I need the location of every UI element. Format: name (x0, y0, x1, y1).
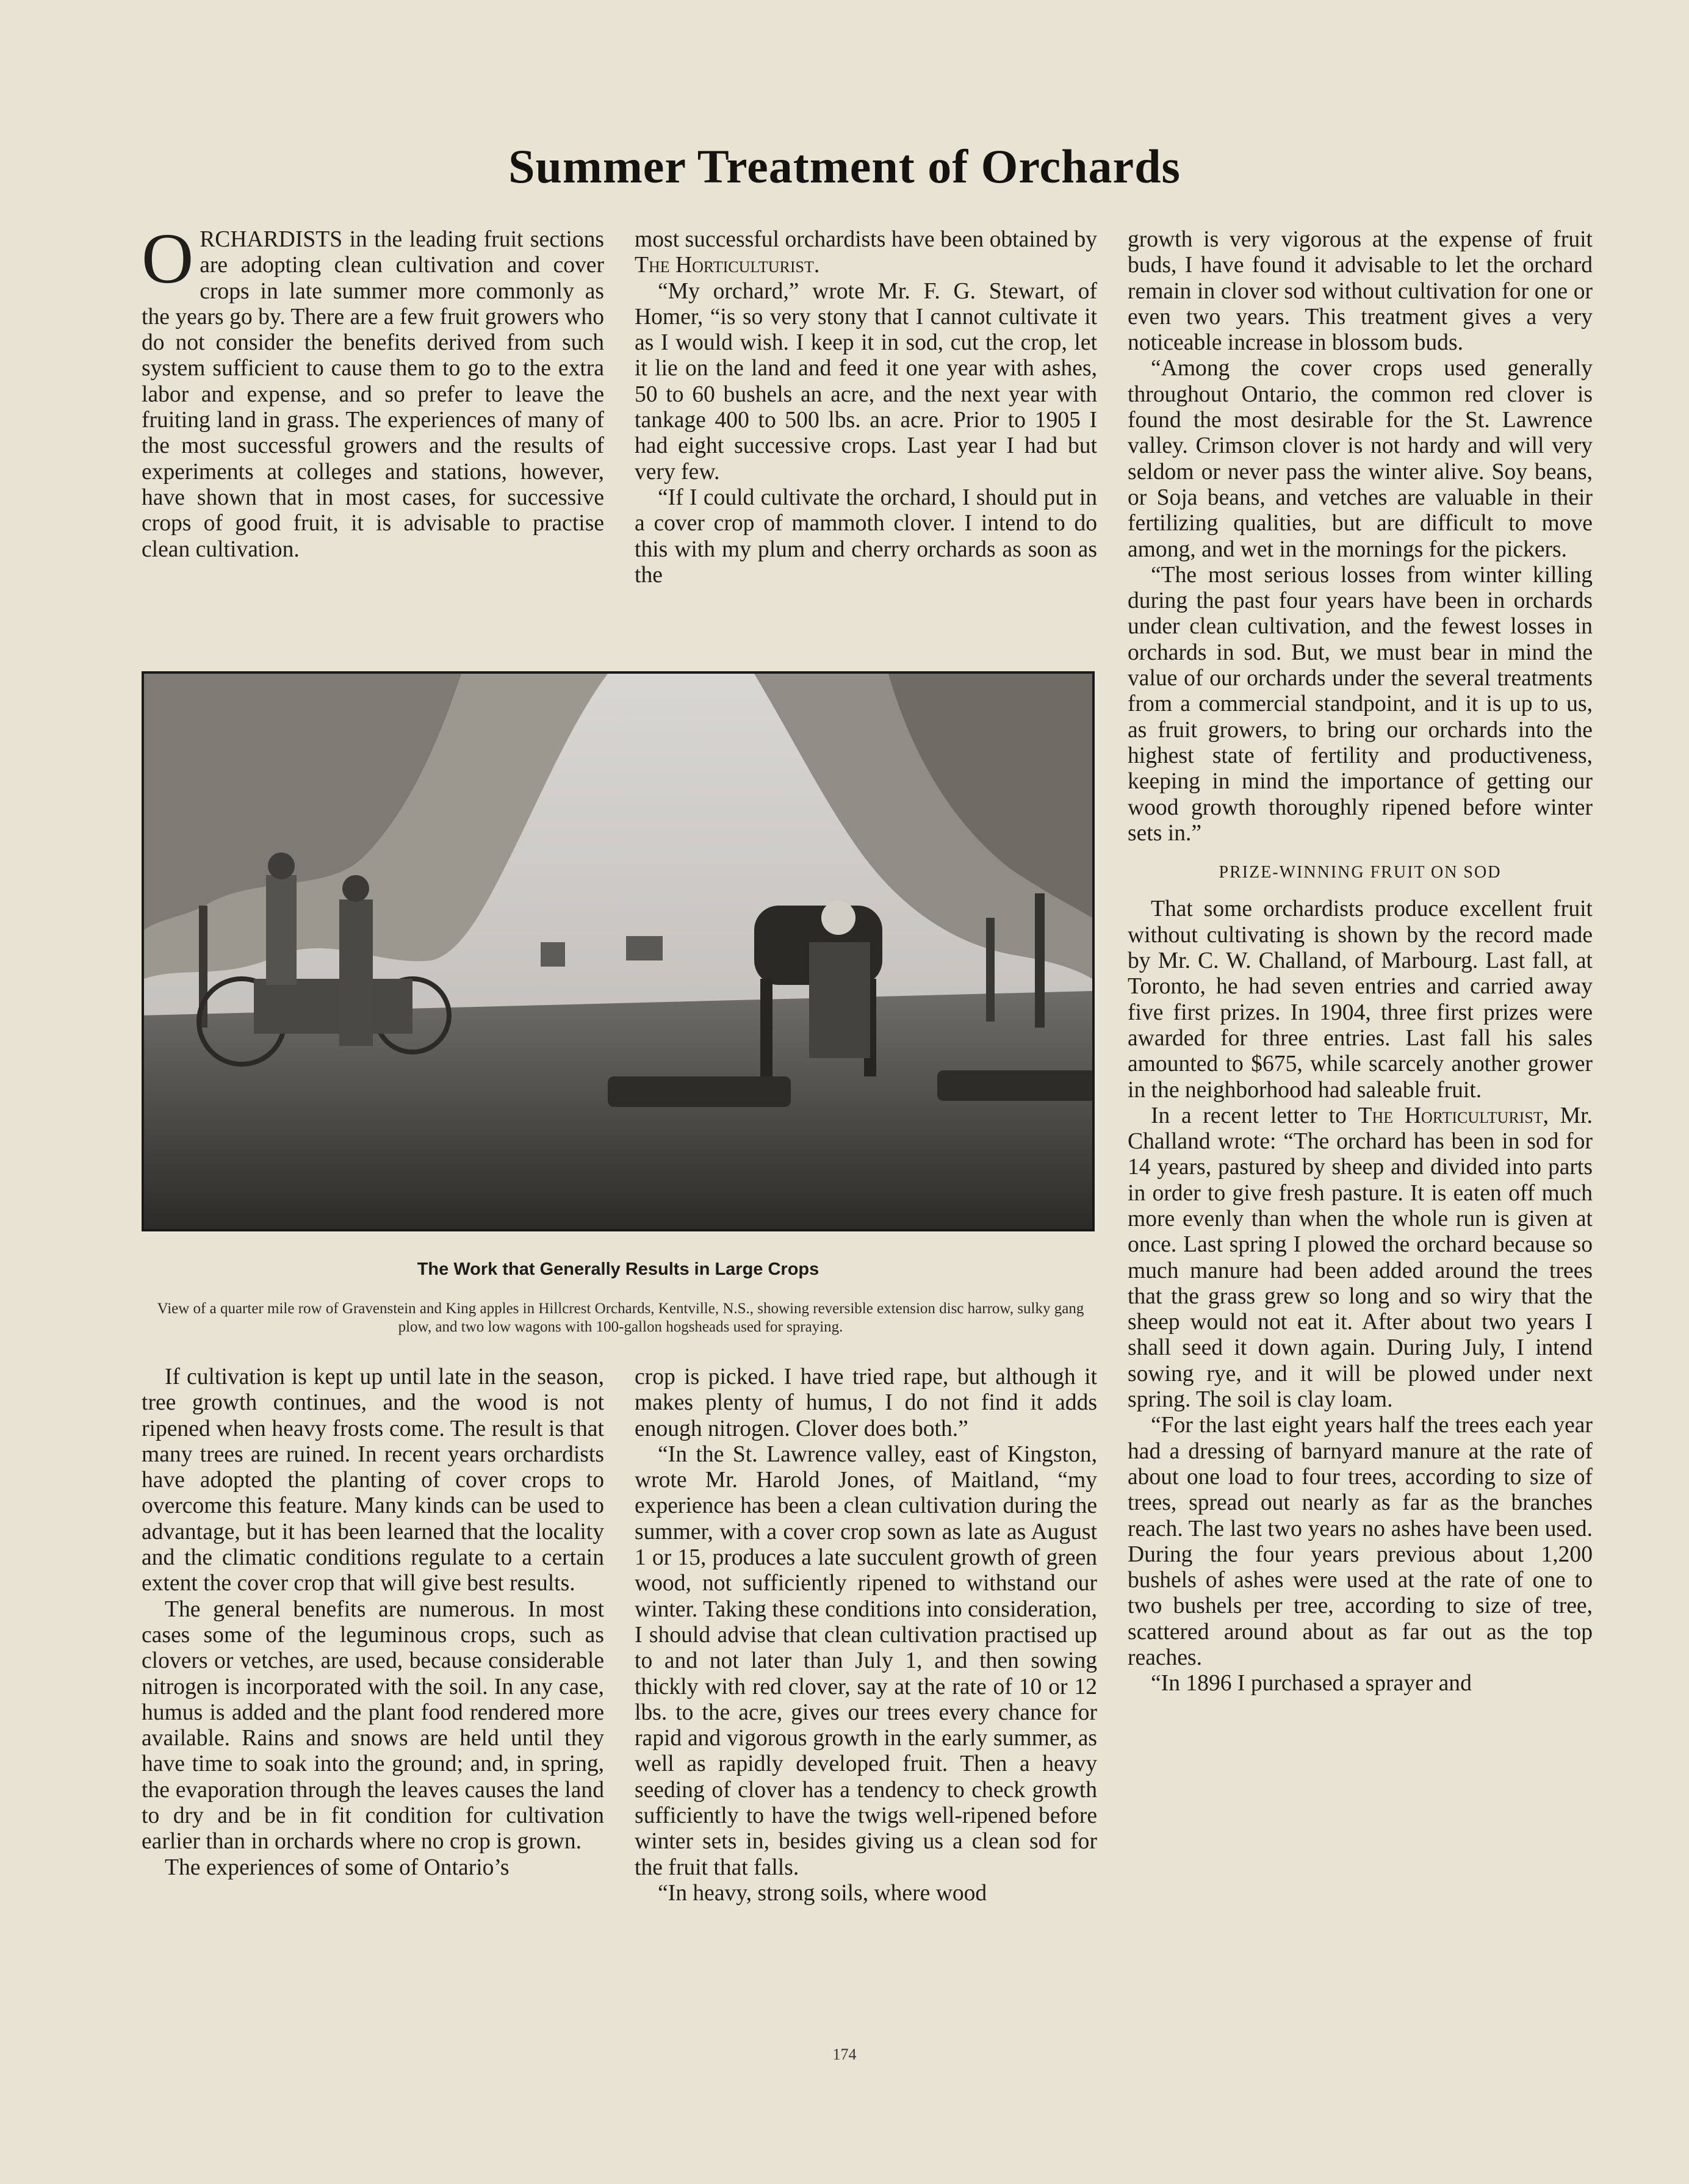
column-3 (1128, 227, 1593, 1697)
paragraph-text: RCHARDISTS in the leading fruit sections are adopting clean cultivation and cover crops in late summer more commonly as the years go by. There are a few fruit growers who do not consider the benefits derived from such system sufficient to cause them to go to the extra labor and expense, and so prefer to leave the fruiting land in grass. The experiences of many of the most successful growers and the results of experiments at colleges and stations, however, have shown that in most cases, for successive crops of good fruit, it is advisable to practise clean cultivation. (142, 227, 604, 562)
publication-name: The Horticulturist. (635, 253, 820, 278)
paragraph-text: , Mr. Challand wrote: “The orchard has been in sod for 14 years, pastured by sheep and divided into parts in order to give fresh pasture. It is eaten off much more evenly than when the whole run is given at once. Last spring I plowed the orchard because so much manure had been added around the trees that the grass grew so long and so wiry that the sheep would not eat it. After about two years I shall seed it down again. During July, I intend sowing rye, and it will be plowed under next spring. The soil is clay loam. (1128, 1103, 1593, 1413)
paragraph: “My orchard,” wrote Mr. F. G. Stewart, of Homer, “is so very stony that I cannot cultivate it as I would wish. I keep it in sod, cut the crop, let it lie on the land and feed it one year with ashes, 50 to 60 bushels an acre, and the next year with tankage 400 to 500 lbs. an acre. Prior to 1905 I had eight successive crops. Last year I had but very few. (635, 278, 1097, 485)
paragraph (635, 227, 1097, 279)
paragraph (1128, 1103, 1593, 1413)
paragraph: The experiences of some of Ontario’s (165, 1854, 510, 1880)
figure-caption-title: The Work that Generally Results in Large Crops (417, 1260, 819, 1279)
paragraph: “In the St. Lawrence valley, east of Kingston, wrote Mr. Harold Jones, of Maitland, “my experience has been a clean cultivation during the summer, with a cover crop sown as late as August 1 or 15, produces a late succulent growth of green wood, not sufficiently ripened to withstand our winter. Taking these conditions into consideration, I should advise that clean cultivation practised up to and not later than July 1, and then sowing thickly with red clover, say at the rate of 10 or 12 lbs. to the acre, gives our trees every chance for rapid and vigorous growth in the early summer, as well as rapidly developed fruit. Then a heavy seeding of clover has a tendency to check growth sufficiently to have the twigs well-ripened before winter sets in, besides giving us a clean sod for the fruit that falls. (635, 1441, 1097, 1880)
orchard-photograph (142, 671, 1095, 1231)
paragraph: “In 1896 I purchased a sprayer and (1151, 1671, 1472, 1696)
paragraph: crop is picked. I have tried rape, but although it makes plenty of humus, I do not find it adds enough nitrogen. Clover does both.” (635, 1364, 1097, 1441)
photo-illustration (144, 674, 1092, 1229)
article-title: Summer Treatment of Orchards (508, 140, 1181, 193)
paragraph: “In heavy, strong soils, where wood (658, 1880, 987, 1906)
drop-cap: O (142, 218, 194, 298)
column-1-top (142, 218, 604, 563)
column-1-bottom (142, 1364, 604, 1881)
paragraph: If cultivation is kept up until late in the season, tree growth continues, and the wood is not ripened when heavy frosts come. The result is that many trees are ruined. In recent years orchardists have adopted the planting of cover crops to overcome this feature. Many kinds can be used to advantage, but it has been learned that the locality and the climatic conditions regulate to a certain extent the cover crop that will give best results. (142, 1364, 604, 1596)
column-2-top (635, 227, 1097, 588)
paragraph-text: most successful orchardists have been obtained by (635, 227, 1097, 252)
page-number: 174 (832, 2045, 857, 2063)
paragraph: “Among the cover crops used generally throughout Ontario, the common red clover is found the most desirable for the St. Lawrence valley. Crimson clover is not hardy and will very seldom or never pass the winter alive. Soy beans, or Soja beans, and vetches are valuable in their fertilizing qualities, but are difficult to move among, and wet in the mornings for the pickers. (1128, 356, 1593, 562)
figure-caption-text: View of a quarter mile row of Gravenstein and King apples in Hillcrest Orchards, Kentville, N.S., showing reversible extension disc harrow, sulky gang plow, and two low wagons with 100-gallon hogsheads used for spraying. (157, 1300, 1084, 1335)
publication-name: The Horticulturist (1358, 1103, 1543, 1128)
paragraph-text: In a recent letter to (1151, 1103, 1358, 1128)
paragraph: That some orchardists produce excellent fruit without cultivating is shown by the record made by Mr. C. W. Challand, of Marbourg. Last fall, at Toronto, he had seven entries and carried away five first prizes. In 1904, three first prizes were awarded for three entries. Last fall his sales amounted to $675, while scarcely another grower in the neighborhood had saleable fruit. (1128, 896, 1593, 1103)
column-2-bottom (635, 1364, 1097, 1906)
paragraph: growth is very vigorous at the expense of fruit buds, I have found it advisable to let the orchard remain in clover sod without cultivation for one or even two years. This treatment gives a very noticeable increase in blossom buds. (1128, 227, 1593, 356)
paragraph: “For the last eight years half the trees each year had a dressing of barnyard manure at the rate of about one load to four trees, according to size of trees, spread out nearly as far as the branches reach. The last two years no ashes have been used. During the four years previous about 1,200 bushels of ashes were used at the rate of one to two bushels per tree, according to size of tree, scattered around about as far out as the top reaches. (1128, 1413, 1593, 1671)
section-subhead: PRIZE-WINNING FRUIT ON SOD (1219, 863, 1502, 882)
paragraph: “If I could cultivate the orchard, I should put in a cover crop of mammoth clover. I intend to do this with my plum and cherry orchards as soon as the (635, 485, 1097, 588)
paragraph: “The most serious losses from winter killing during the past four years have been in orchards under clean cultivation, and the fewest losses in orchards in sod. But, we must bear in mind the value of our orchards under the several treatments from a commercial standpoint, and it is up to us, as fruit growers, to bring our orchards into the highest state of fertility and productiveness, keeping in mind the importance of getting our wood growth thoroughly ripened before winter sets in.” (1128, 562, 1593, 846)
paragraph (142, 218, 604, 563)
paragraph: The general benefits are numerous. In most cases some of the leguminous crops, such as clovers or vetches, are used, because considerable nitrogen is incorporated with the soil. In any case, humus is added and the plant food rendered more available. Rains and snows are held until they have time to soak into the ground; and, in spring, the evaporation through the leaves causes the land to dry and be in fit condition for cultivation earlier than in orchards where no crop is grown. (142, 1596, 604, 1854)
